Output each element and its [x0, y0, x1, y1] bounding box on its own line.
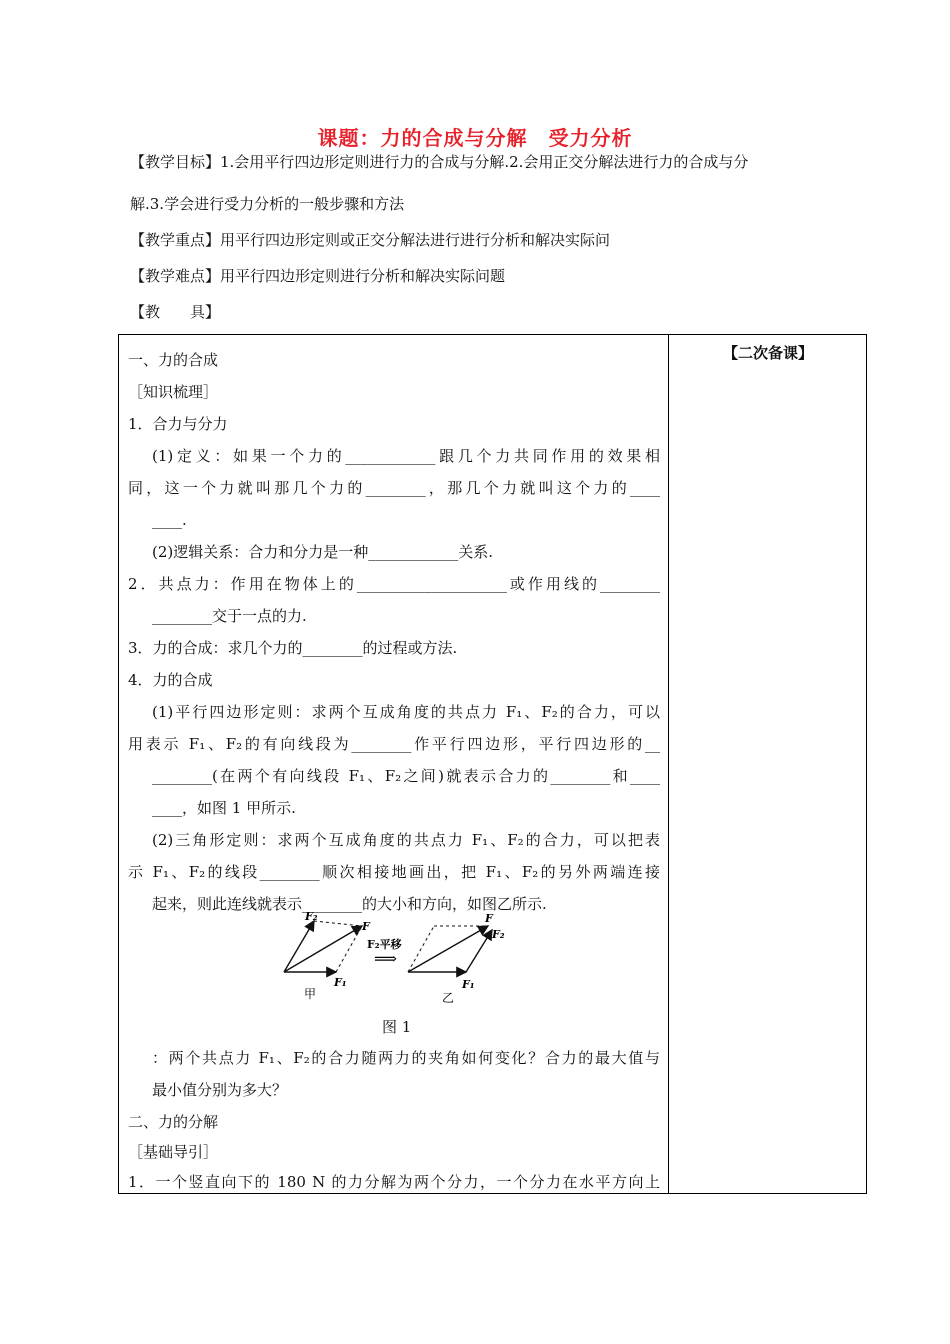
jia-f-label: F	[362, 920, 370, 933]
exercise-1-line: 1．一个竖直向下的 180 N 的力分解为两个分力，一个分力在水平方向上	[128, 1173, 660, 1191]
teaching-key-points: 【教学重点】用平行四边形定则或正交分解法进行进行分析和解决实际问	[130, 231, 611, 249]
parallelogram-rule-line-4: ____，如图 1 甲所示.	[152, 799, 296, 817]
logic-relation-line: (2)逻辑关系：合力和分力是一种____________关系.	[152, 543, 494, 561]
yi-label: 乙	[442, 991, 455, 1005]
parallelogram-rule-line-3: ________(在两个有向线段 F₁、F₂之间)就表示合力的________和____	[152, 767, 660, 785]
definition-line-1: (1)定义：如果一个力的____________跟几个力共同作用的效果相	[152, 447, 660, 465]
yi-f1-label: F₁	[462, 978, 475, 991]
second-preparation-title: 【二次备课】	[722, 344, 813, 362]
knowledge-review-label: ［知识梳理］	[128, 383, 219, 401]
triangle-rule-line-2: 示 F₁、F₂的线段________顺次相接地画出，把 F₁、F₂的另外两端连接	[128, 863, 660, 881]
jia-label: 甲	[304, 987, 317, 1001]
item-1-heading: 1．合力与分力	[128, 415, 228, 433]
section-heading-decomposition: 二、力的分解	[128, 1113, 219, 1131]
figure-1-diagram	[270, 908, 520, 1008]
jia-resultant-arrow	[284, 926, 362, 972]
triangle-rule-line-1: (2)三角形定则：求两个互成角度的共点力 F₁、F₂的合力，可以把表	[152, 831, 660, 849]
teaching-difficulties: 【教学难点】用平行四边形定则进行分析和解决实际问题	[130, 267, 506, 285]
column-divider	[668, 334, 669, 1194]
jia-f2-label: F₂	[305, 910, 318, 923]
question-line-2: 最小值分别为多大？	[152, 1081, 288, 1099]
concurrent-force-line-2: ________交于一点的力.	[152, 607, 307, 625]
triangle-rule-line-3: 起来，则此连线就表示________的大小和方向，如图乙所示.	[152, 895, 547, 913]
section-heading-composition: 一、力的合成	[128, 351, 219, 369]
figure-1-caption: 图 1	[382, 1018, 412, 1036]
jia-dashed-top	[314, 921, 362, 926]
shift-arrow-symbol: ⟹	[374, 949, 397, 968]
teaching-goal-line-1: 【教学目标】1.会用平行四边形定则进行力的合成与分解.2.会用正交分解法进行力的合成与分	[130, 153, 749, 171]
teaching-tools: 【教 具】	[130, 303, 221, 321]
definition-line-3: ____.	[152, 511, 187, 529]
parallelogram-rule-line-2: 用表示 F₁、F₂的有向线段为________作平行四边形，平行四边形的__	[128, 735, 660, 753]
definition-line-2: 同，这一个力就叫那几个力的________，那几个力就叫这个力的____	[128, 479, 660, 497]
teaching-goal-line-2: 解.3.学会进行受力分析的一般步骤和方法	[130, 195, 405, 213]
yi-f-label: F	[485, 912, 493, 925]
jia-f2-arrow	[284, 921, 314, 972]
jia-f1-label: F₁	[334, 976, 347, 989]
basic-guide-label: ［基础导引］	[128, 1143, 219, 1161]
shift-label: F₂平移	[367, 938, 402, 951]
question-line-1: ：两个共点力 F₁、F₂的合力随两力的夹角如何变化？合力的最大值与	[152, 1049, 660, 1067]
concurrent-force-line-1: 2．共点力：作用在物体上的____________________或作用线的________	[128, 575, 660, 593]
item-4-heading: 4．力的合成	[128, 671, 213, 689]
parallelogram-rule-line-1: (1)平行四边形定则：求两个互成角度的共点力 F₁、F₂的合力，可以	[152, 703, 660, 721]
yi-f2-label: F₂	[492, 928, 505, 941]
composition-definition-line: 3．力的合成：求几个力的________的过程或方法.	[128, 639, 458, 657]
page-title: 课题：力的合成与分解 受力分析	[317, 126, 633, 150]
yi-resultant-arrow	[408, 926, 488, 972]
